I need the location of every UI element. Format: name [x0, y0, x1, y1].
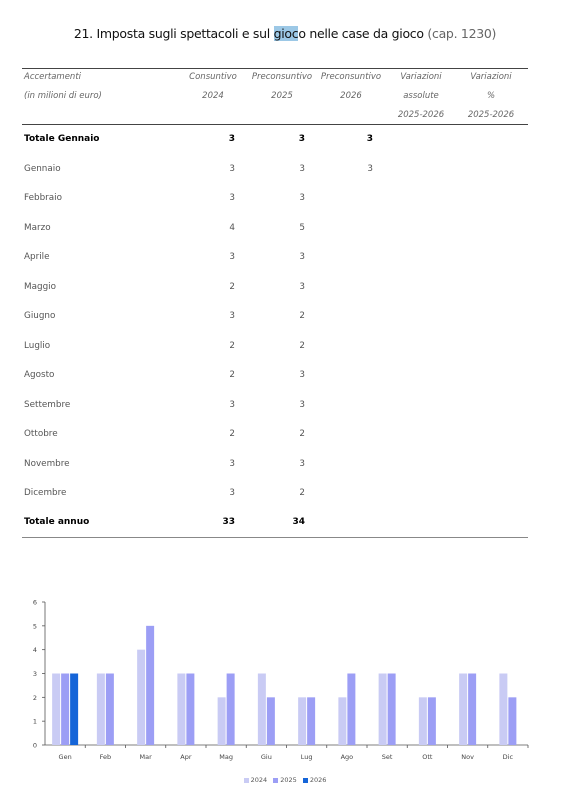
header-line: Variazioni [400, 72, 442, 82]
header-line: Variazioni [470, 72, 512, 82]
bar-2025-Gen [61, 674, 69, 746]
legend-item-2025 [273, 776, 297, 784]
cell-2024: 2 [229, 370, 235, 380]
row-label: Giugno [24, 311, 56, 321]
row-label: Maggio [24, 282, 56, 292]
cell-2024: 33 [222, 517, 235, 527]
table-bottom-rule [22, 537, 528, 538]
monthly-bar-chart [0, 590, 570, 772]
y-tick-label: 6 [32, 598, 37, 607]
x-tick-label: Lug [300, 753, 313, 761]
table-row [0, 395, 570, 415]
row-label: Luglio [24, 341, 51, 351]
table-row [0, 129, 570, 149]
bar-2025-Nov [468, 674, 476, 746]
table-row [0, 365, 570, 385]
chart-legend [0, 776, 570, 784]
x-tick-label: Ott [422, 753, 433, 761]
x-tick-label: Giu [260, 753, 272, 761]
x-tick-label: Mag [219, 753, 233, 761]
header-variazioni-percentuali [453, 68, 529, 125]
legend-swatch [303, 778, 308, 783]
x-tick-label: Apr [180, 753, 192, 761]
table-row [0, 483, 570, 503]
header-line: Accertamenti [24, 72, 82, 82]
row-label: Totale annuo [24, 517, 90, 527]
y-tick-label: 5 [32, 622, 37, 631]
header-line: assolute [403, 91, 439, 101]
bar-2024-Nov [459, 674, 467, 746]
row-label: Settembre [24, 400, 71, 410]
header-line: (in milioni di euro) [24, 91, 102, 101]
y-tick-label: 1 [32, 717, 37, 726]
cell-2025: 3 [299, 193, 305, 203]
title-text-end: o nelle case da gioco [298, 26, 424, 41]
y-tick-label: 3 [32, 670, 37, 678]
bar-2024-Dic [499, 674, 507, 746]
cell-2025: 34 [292, 517, 305, 527]
cell-2026: 3 [367, 164, 373, 174]
table-row [0, 218, 570, 238]
cell-2024: 3 [229, 488, 235, 498]
cell-2024: 3 [229, 193, 235, 203]
cell-2025: 3 [299, 400, 305, 410]
table-row [0, 188, 570, 208]
header-line: 2024 [202, 91, 224, 101]
cell-2025: 3 [299, 282, 305, 292]
header-consuntivo-2024 [175, 68, 251, 106]
bar-2024-Mag [218, 697, 226, 745]
header-line: % [486, 91, 496, 101]
row-label: Totale Gennaio [24, 134, 100, 144]
legend-swatch [273, 778, 278, 783]
table-header-rule [22, 124, 528, 125]
x-tick-label: Dic [502, 753, 514, 761]
cell-2024: 3 [229, 252, 235, 262]
table-row [0, 247, 570, 267]
cell-2024: 3 [229, 400, 235, 410]
table-row [0, 306, 570, 326]
legend-label: 2024 [250, 776, 268, 784]
cell-2025: 5 [299, 223, 305, 233]
row-label: Febbraio [24, 193, 62, 203]
y-tick-label: 0 [32, 741, 37, 750]
bar-2024-Ago [338, 697, 346, 745]
legend-label: 2026 [309, 776, 327, 784]
cell-2025: 3 [299, 164, 305, 174]
cell-2025: 2 [299, 311, 305, 321]
page-title [0, 26, 570, 41]
header-variazioni-assolute [383, 68, 459, 125]
x-tick-label: Gen [58, 753, 72, 761]
legend-item-2026 [303, 776, 327, 784]
bar-2024-Feb [97, 674, 105, 746]
legend-item-2024 [244, 776, 268, 784]
row-label: Novembre [24, 459, 70, 469]
x-tick-label: Mar [139, 753, 152, 761]
bar-2026-Gen [70, 674, 78, 746]
header-line: 2025-2026 [397, 110, 445, 120]
cell-2024: 3 [229, 311, 235, 321]
table-row [0, 277, 570, 297]
x-tick-label: Nov [461, 753, 474, 761]
cell-2024: 3 [229, 459, 235, 469]
bar-2024-Apr [177, 674, 185, 746]
table-row [0, 159, 570, 179]
x-tick-label: Ago [340, 753, 354, 761]
bar-2024-Set [379, 674, 387, 746]
cell-2024: 2 [229, 282, 235, 292]
cell-2025: 3 [299, 370, 305, 380]
header-line: Preconsuntivo [320, 72, 382, 82]
bar-2024-Giu [258, 674, 266, 746]
cell-2025: 2 [299, 488, 305, 498]
cell-2025: 3 [299, 252, 305, 262]
header-line: 2025-2026 [467, 110, 515, 120]
bar-2025-Feb [106, 674, 114, 746]
header-line: 2025 [271, 91, 293, 101]
title-highlight: gioc [273, 26, 299, 41]
bar-2025-Lug [307, 697, 315, 745]
bar-2025-Dic [508, 697, 516, 745]
table-row [0, 454, 570, 474]
header-accertamenti [24, 68, 102, 106]
bar-2024-Lug [298, 697, 306, 745]
cell-2025: 3 [299, 459, 305, 469]
bar-2025-Giu [267, 697, 275, 745]
title-cap: (cap. 1230) [427, 26, 497, 41]
header-line: Consuntivo [189, 72, 237, 82]
y-tick-label: 2 [32, 693, 37, 702]
header-preconsuntivo-2026 [313, 68, 389, 106]
y-tick-label: 4 [32, 646, 37, 655]
cell-2024: 3 [229, 164, 235, 174]
header-preconsuntivo-2025 [244, 68, 320, 106]
bar-2024-Gen [52, 674, 60, 746]
cell-2025: 2 [299, 429, 305, 439]
bar-2025-Ago [347, 674, 355, 746]
legend-swatch [244, 778, 249, 783]
cell-2024: 2 [229, 429, 235, 439]
table-row [0, 512, 570, 532]
table-row [0, 424, 570, 444]
bar-2024-Ott [419, 697, 427, 745]
cell-2024: 4 [229, 223, 235, 233]
bar-2025-Apr [186, 674, 194, 746]
row-label: Ottobre [24, 429, 58, 439]
row-label: Aprile [24, 252, 50, 262]
cell-2025: 2 [299, 341, 305, 351]
bar-2024-Mar [137, 650, 145, 745]
cell-2024: 2 [229, 341, 235, 351]
bar-2025-Mag [227, 674, 235, 746]
row-label: Agosto [24, 370, 55, 380]
row-label: Gennaio [24, 164, 61, 174]
row-label: Marzo [24, 223, 51, 233]
cell-2024: 3 [228, 134, 235, 144]
bar-2025-Set [388, 674, 396, 746]
x-tick-label: Feb [99, 753, 112, 761]
header-line: 2026 [340, 91, 362, 101]
table-row [0, 336, 570, 356]
bar-2025-Mar [146, 626, 154, 745]
header-line: Preconsuntivo [251, 72, 313, 82]
legend-label: 2025 [280, 776, 297, 784]
bar-2025-Ott [428, 697, 436, 745]
x-tick-label: Set [381, 753, 393, 761]
row-label: Dicembre [24, 488, 67, 498]
title-text: 21. Imposta sugli spettacoli e sul [73, 26, 274, 41]
cell-2025: 3 [298, 134, 305, 144]
cell-2026: 3 [366, 134, 373, 144]
